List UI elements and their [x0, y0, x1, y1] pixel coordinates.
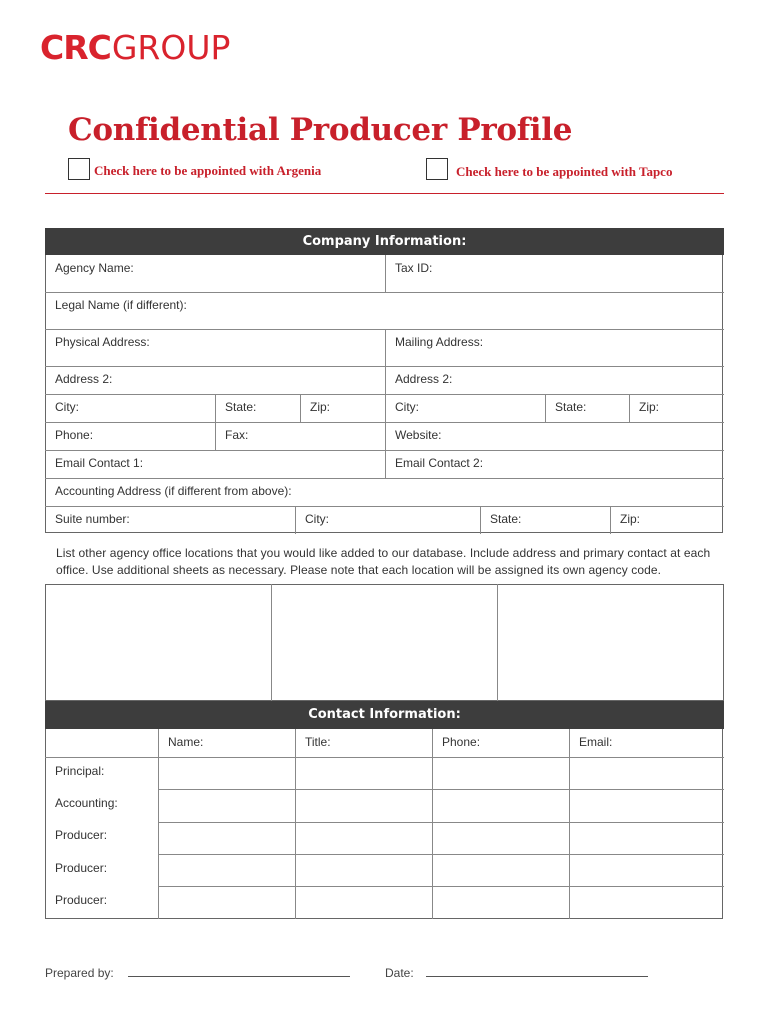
accounting-state-field[interactable]: State:	[490, 512, 522, 526]
accounting-address-field[interactable]: Accounting Address (if different from above):	[55, 484, 292, 498]
tapco-checkbox-label: Check here to be appointed with Tapco	[456, 164, 673, 179]
phone-field[interactable]: Phone:	[55, 428, 94, 442]
state-right-field[interactable]: State:	[555, 400, 587, 414]
city-left-field[interactable]: City:	[55, 400, 79, 414]
email-contact-2-field[interactable]: Email Contact 2:	[395, 456, 484, 470]
contact-row-principal: Principal:	[55, 764, 105, 778]
mailing-address-field[interactable]: Mailing Address:	[395, 335, 484, 349]
argenia-checkbox-label: Check here to be appointed with Argenia	[94, 163, 322, 178]
website-field[interactable]: Website:	[395, 428, 442, 442]
prepared-by-label: Prepared by:	[45, 966, 114, 980]
company-info-header: Company Information:	[45, 228, 724, 255]
legal-name-field[interactable]: Legal Name (if different):	[55, 298, 187, 312]
page-title: Confidential Producer Profile	[68, 112, 573, 148]
contact-col-title: Title:	[305, 735, 331, 749]
title-divider	[45, 193, 724, 194]
address2-left-field[interactable]: Address 2:	[55, 372, 113, 386]
contact-col-phone: Phone:	[442, 735, 481, 749]
row-divider	[158, 822, 724, 823]
address2-right-field[interactable]: Address 2:	[395, 372, 453, 386]
physical-address-field[interactable]: Physical Address:	[55, 335, 150, 349]
logo-group: GROUP	[111, 28, 231, 67]
row-divider	[158, 789, 724, 790]
col-divider	[295, 729, 296, 919]
agency-name-field[interactable]: Agency Name:	[55, 261, 134, 275]
location-entry-2[interactable]	[272, 585, 497, 700]
contact-col-email: Email:	[579, 735, 613, 749]
suite-number-field[interactable]: Suite number:	[55, 512, 130, 526]
state-left-field[interactable]: State:	[225, 400, 257, 414]
date-input[interactable]	[426, 976, 648, 977]
location-entry-1[interactable]	[46, 585, 271, 700]
col-divider	[158, 729, 159, 919]
contact-row-accounting: Accounting:	[55, 796, 118, 810]
tapco-checkbox[interactable]	[426, 158, 448, 180]
date-label: Date:	[385, 966, 414, 980]
accounting-city-field[interactable]: City:	[305, 512, 329, 526]
row-divider	[158, 854, 724, 855]
tax-id-field[interactable]: Tax ID:	[395, 261, 433, 275]
zip-right-field[interactable]: Zip:	[639, 400, 660, 414]
contact-row-producer: Producer:	[55, 861, 108, 875]
accounting-zip-field[interactable]: Zip:	[620, 512, 641, 526]
crc-group-logo	[40, 30, 230, 66]
zip-left-field[interactable]: Zip:	[310, 400, 331, 414]
contact-row-producer: Producer:	[55, 828, 108, 842]
col-divider	[569, 729, 570, 919]
email-contact-1-field[interactable]: Email Contact 1:	[55, 456, 144, 470]
contact-row-producer: Producer:	[55, 893, 108, 907]
logo-brand: CRC	[40, 28, 111, 67]
argenia-checkbox[interactable]	[68, 158, 90, 180]
other-locations-note: List other agency office locations that you would like added to our database. Include address and primary contact at each office. Use additional sheets as necessary. Please note that each location will be assigned its own agency code.	[56, 546, 711, 577]
location-entry-3[interactable]	[498, 585, 723, 700]
city-right-field[interactable]: City:	[395, 400, 419, 414]
prepared-by-input[interactable]	[128, 976, 350, 977]
contact-col-name: Name:	[168, 735, 204, 749]
col-divider	[432, 729, 433, 919]
fax-field[interactable]: Fax:	[225, 428, 249, 442]
contact-info-header: Contact Information:	[45, 701, 724, 729]
row-divider	[158, 886, 724, 887]
